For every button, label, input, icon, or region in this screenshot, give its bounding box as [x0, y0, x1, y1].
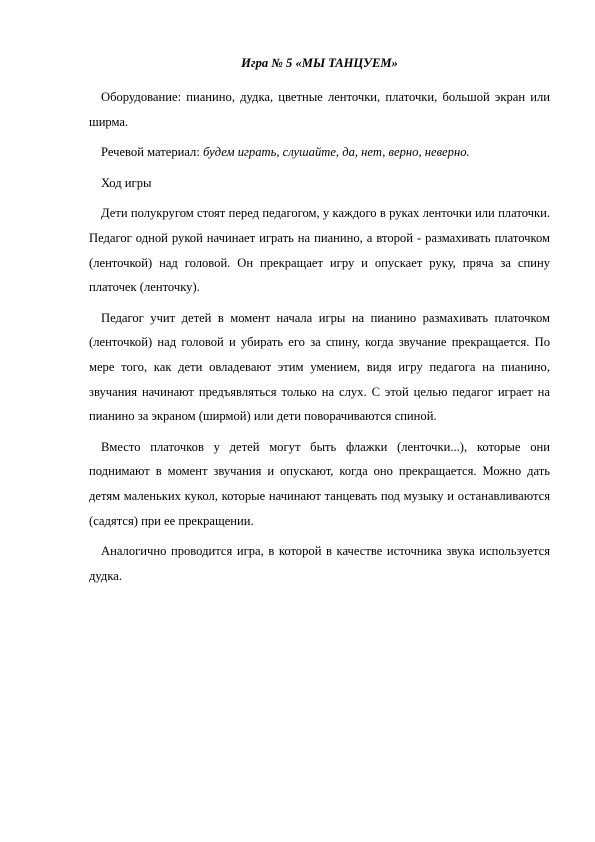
- body-paragraph-4: Аналогично проводится игра, в которой в качестве источника звука используется дудка.: [89, 544, 550, 583]
- speech-material-label: Речевой материал:: [101, 145, 203, 160]
- equipment-paragraph: Оборудование: пианино, дудка, цветные ленточки, платочки, большой экран или ширма.: [89, 90, 550, 129]
- body-paragraph-2: Педагог учит детей в момент начала игры на пианино размахивать платочком (ленточкой) над головой и убирать его за спину, когда звучание прекращается. По мере того, как дети овладевают этим умением, видя игру педагога на пианино, звучания начинают предъявляться только на слух. С этой целью педагог играет на пианино за экраном (ширмой) или дети поворачиваются спиной.: [89, 310, 550, 424]
- speech-material-items: будем играть, слушайте, да, нет, верно, неверно.: [203, 145, 470, 160]
- speech-material-paragraph: [89, 140, 550, 165]
- game-title: Игра № 5 «МЫ ТАНЦУЕМ»: [241, 56, 398, 70]
- course-heading: Ход игры: [101, 175, 152, 190]
- body-paragraph-3: Вместо платочков у детей могут быть флажки (ленточки...), которые они поднимают в момент звучания и опускают, когда оно прекращается. Можно дать детям маленьких кукол, которые начинают танцевать под музыку и останавливаются (садятся) при ее прекращении.: [89, 439, 550, 528]
- document-content: [89, 52, 550, 594]
- body-paragraph-1: Дети полукругом стоят перед педагогом, у каждого в руках ленточки или платочки. Педагог одной рукой начинает играть на пианино, а второй - размахивать платочком (ленточкой) над головой. Он прекращает игру и опускает руку, пряча за спину платочек (ленточку).: [89, 206, 550, 295]
